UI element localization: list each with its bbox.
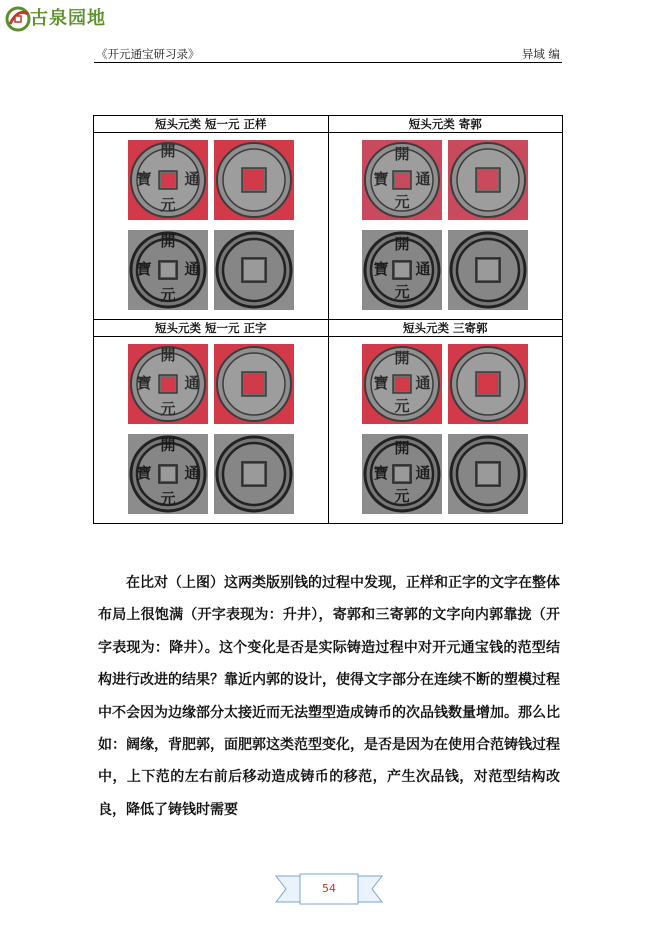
coin-obverse-photo xyxy=(362,344,442,424)
svg-text:開: 開 xyxy=(394,235,410,253)
svg-text:開: 開 xyxy=(160,436,176,454)
coin-reverse-rubbing xyxy=(214,434,294,514)
svg-text:通: 通 xyxy=(415,260,431,278)
coin-reverse-photo xyxy=(448,344,528,424)
svg-text:開: 開 xyxy=(394,145,410,163)
svg-text:寶: 寶 xyxy=(373,464,389,482)
svg-text:開: 開 xyxy=(394,439,410,457)
coin-obverse-rubbing xyxy=(362,434,442,514)
editor-credit: 异域 编 xyxy=(521,47,560,61)
svg-text:元: 元 xyxy=(394,487,410,505)
svg-text:寶: 寶 xyxy=(136,374,152,392)
coin-reverse-rubbing xyxy=(448,434,528,514)
coin-obverse-rubbing xyxy=(128,230,208,310)
svg-text:元: 元 xyxy=(394,397,410,415)
svg-text:寶: 寶 xyxy=(136,464,152,482)
coin-image-cell xyxy=(328,337,563,524)
coin-image-cell xyxy=(328,133,563,320)
coin-reverse-photo xyxy=(448,140,528,220)
svg-text:寶: 寶 xyxy=(373,374,389,392)
svg-text:通: 通 xyxy=(184,464,200,482)
body-paragraph: 在比对（上图）这两类版别钱的过程中发现，正样和正字的文字在整体布局上很饱满（开字表现为：升井），寄郭和三寄郭的文字向内郭靠拢（开字表现为：降井）。这个变化是否是实际铸造过程中对开元通宝钱的范型结构进行改进的结果？靠近内郭的设计，使得文字部分在连续不断的塑模过程中不会因为边缘部分太接近而无法塑型造成铸币的次品钱数量增加。那么比如：阔缘，背肥郭，面肥郭这类范型变化，是否是因为在使用合范铸钱过程中，上下范的左右前后移动造成铸币的移范，产生次品钱，对范型结构改良，降低了铸钱时需要 xyxy=(98,575,560,818)
body-text xyxy=(98,567,560,826)
page-number: 54 xyxy=(322,882,336,895)
coin-comparison-table xyxy=(93,115,563,524)
svg-text:元: 元 xyxy=(160,400,176,418)
svg-text:通: 通 xyxy=(184,260,200,278)
svg-text:通: 通 xyxy=(184,170,200,188)
table-caption: 短头元类 三寄郭 xyxy=(328,320,563,337)
svg-text:元: 元 xyxy=(394,283,410,301)
svg-text:元: 元 xyxy=(160,286,176,304)
svg-text:通: 通 xyxy=(415,170,431,188)
svg-text:開: 開 xyxy=(160,232,176,250)
table-caption: 短头元类 短一元 正样 xyxy=(94,116,329,133)
svg-text:開: 開 xyxy=(160,346,176,364)
header-rule xyxy=(94,62,562,63)
svg-text:元: 元 xyxy=(160,490,176,508)
coin-image-cell xyxy=(94,133,329,320)
coin-obverse-photo xyxy=(128,140,208,220)
svg-text:寶: 寶 xyxy=(373,260,389,278)
svg-text:開: 開 xyxy=(160,142,176,160)
svg-text:通: 通 xyxy=(415,464,431,482)
coin-obverse-photo xyxy=(362,140,442,220)
coin-reverse-photo xyxy=(214,140,294,220)
table-caption: 短头元类 寄郭 xyxy=(328,116,563,133)
coin-reverse-rubbing xyxy=(448,230,528,310)
svg-text:元: 元 xyxy=(160,196,176,214)
svg-text:元: 元 xyxy=(394,193,410,211)
coin-obverse-photo xyxy=(128,344,208,424)
svg-text:通: 通 xyxy=(184,374,200,392)
svg-text:寶: 寶 xyxy=(136,170,152,188)
coin-reverse-photo xyxy=(214,344,294,424)
coin-obverse-rubbing xyxy=(362,230,442,310)
svg-text:寶: 寶 xyxy=(136,260,152,278)
coin-obverse-rubbing xyxy=(128,434,208,514)
logo-text: 古泉园地 xyxy=(30,8,106,29)
book-title: 《开元通宝研习录》 xyxy=(96,47,200,61)
coin-image-cell xyxy=(94,337,329,524)
svg-text:通: 通 xyxy=(415,374,431,392)
svg-text:開: 開 xyxy=(394,349,410,367)
svg-text:寶: 寶 xyxy=(373,170,389,188)
table-caption: 短头元类 短一元 正字 xyxy=(94,320,329,337)
coin-reverse-rubbing xyxy=(214,230,294,310)
